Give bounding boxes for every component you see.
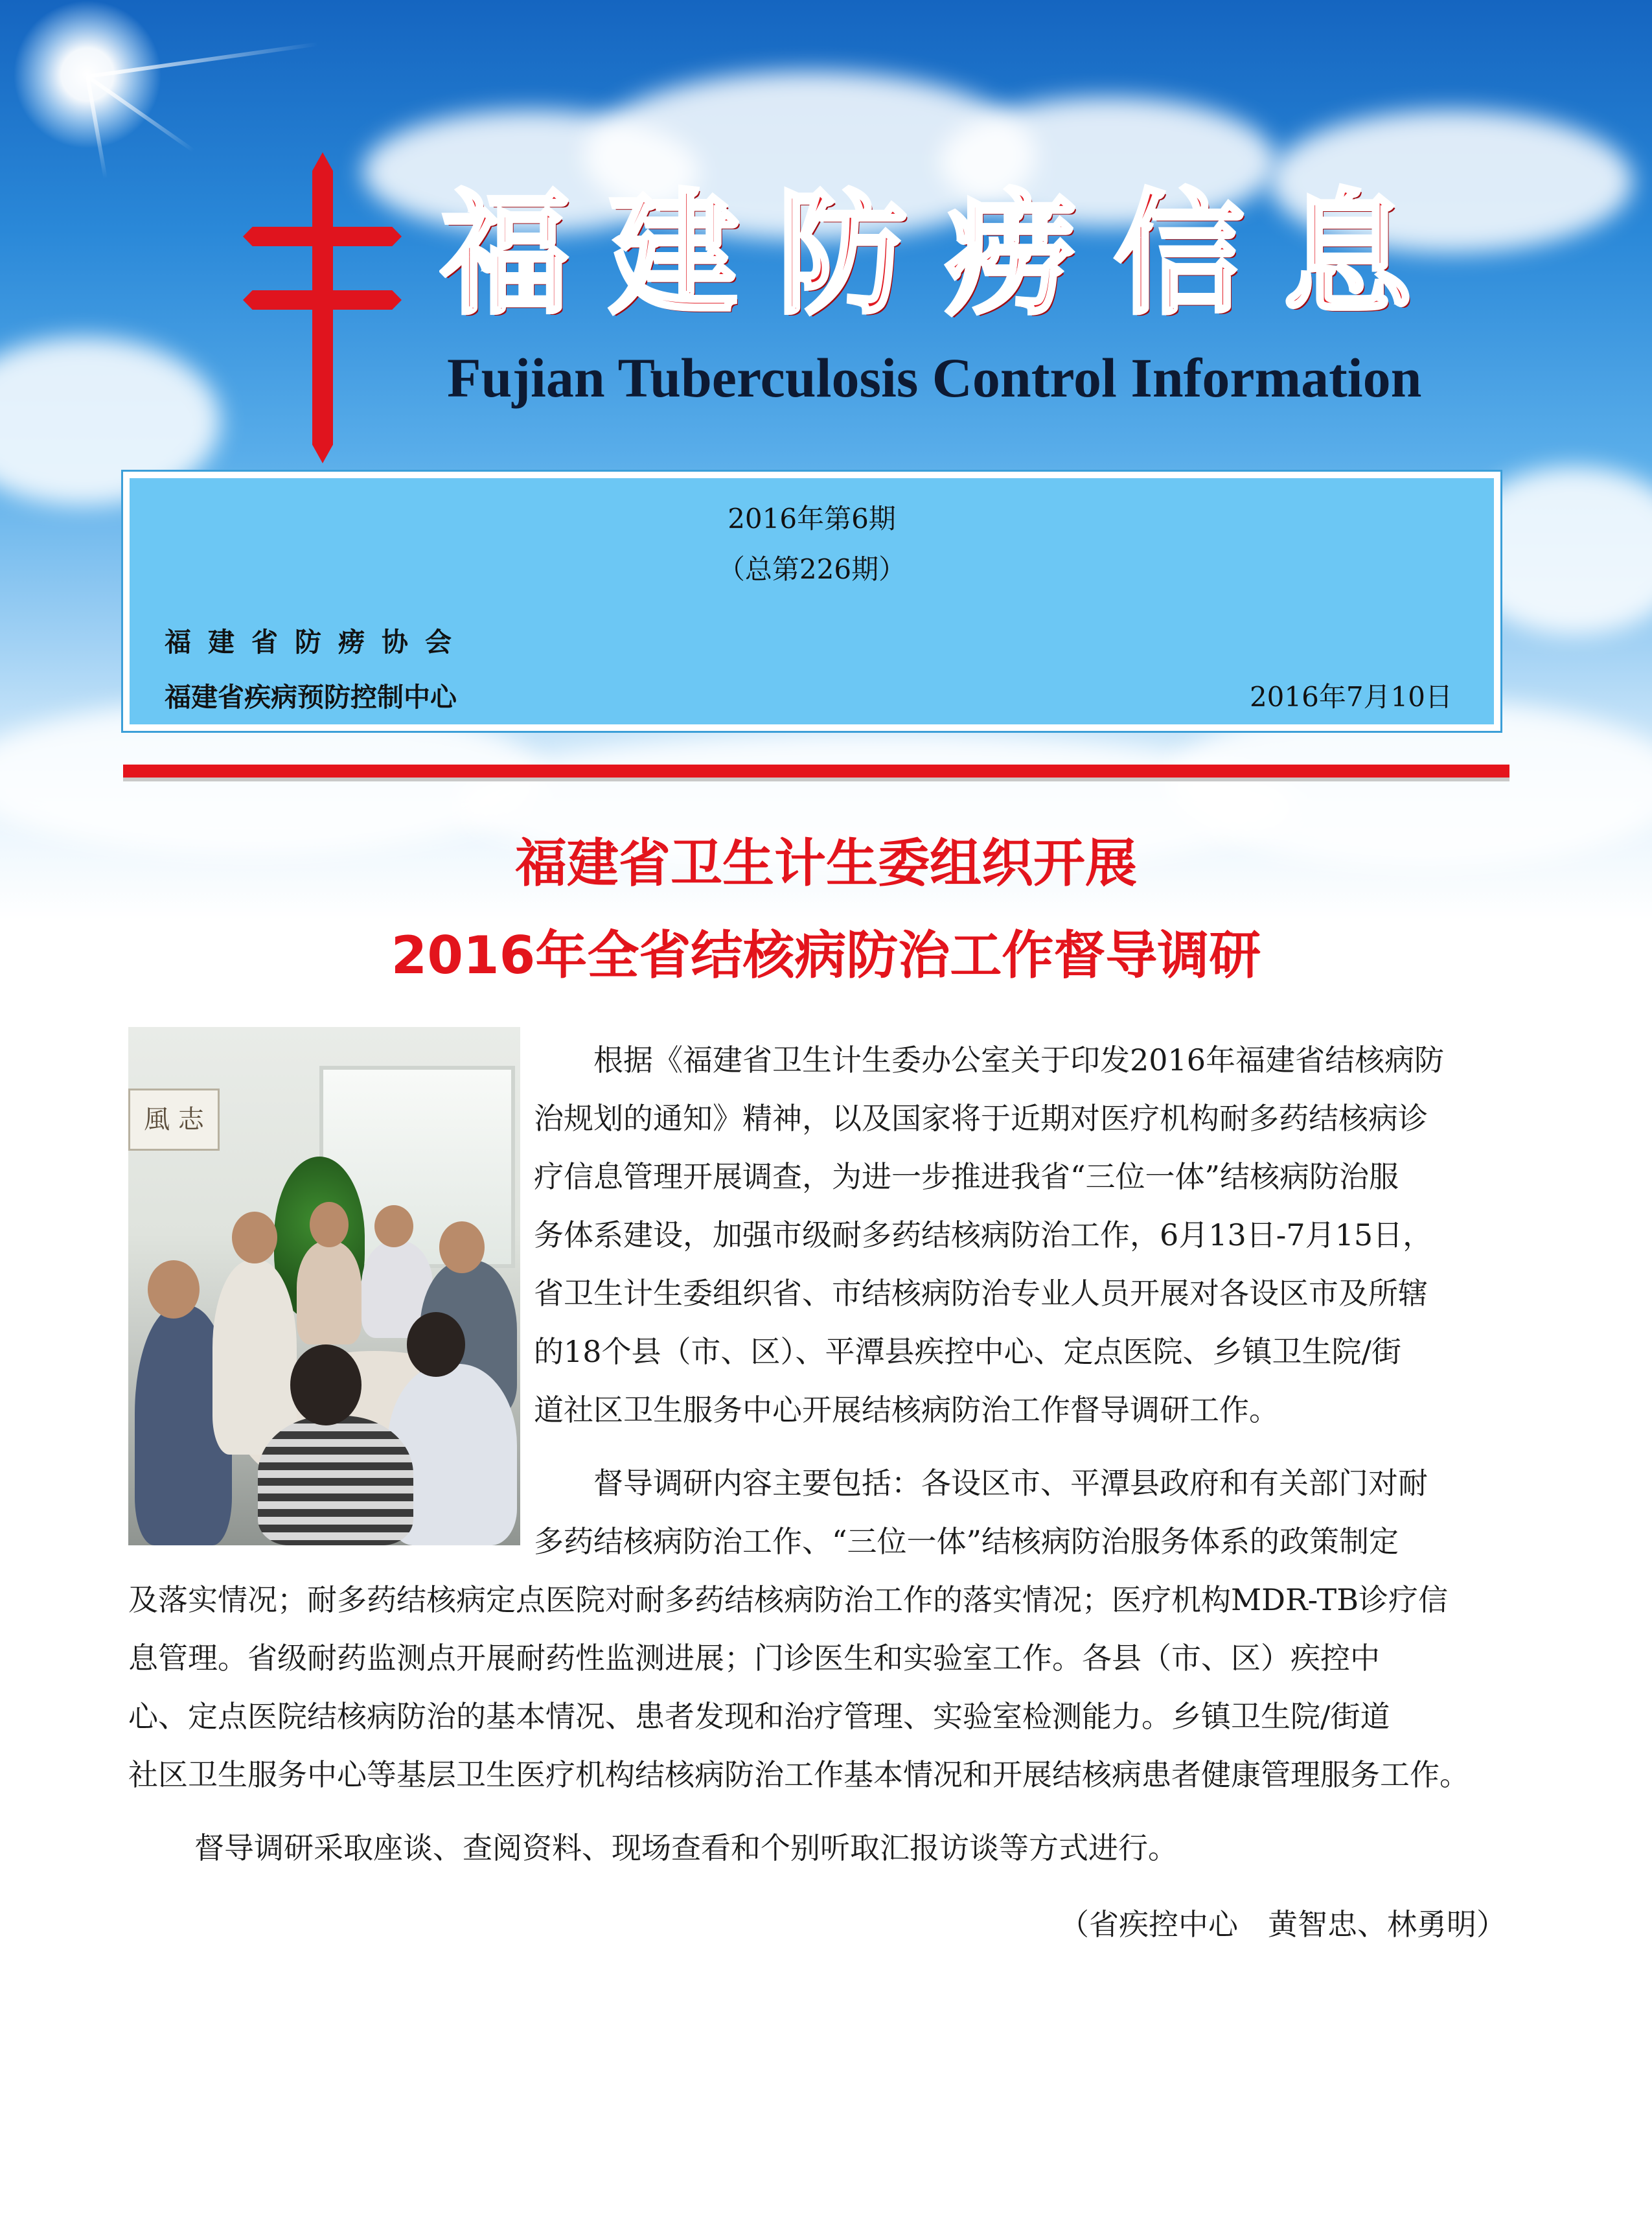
header-divider (123, 765, 1509, 778)
issue-number: 2016年第6期 (728, 503, 896, 535)
article-line: 社区卫生服务中心等基层卫生医疗机构结核病防治工作基本情况和开展结核病患者健康管理服务工作。 (128, 1757, 1469, 1792)
article-line: 督导调研采取座谈、查阅资料、现场查看和个别听取汇报访谈等方式进行。 (194, 1830, 1178, 1865)
publication-date: 2016年7月10日 (1249, 681, 1452, 713)
publisher-association: 福建省防痨协会 (165, 627, 468, 658)
article-line: 道社区卫生服务中心开展结核病防治工作督导调研工作。 (534, 1392, 1279, 1427)
lorraine-cross-icon (243, 290, 402, 310)
article-line: 疗信息管理开展调查，为进一步推进我省“三位一体”结核病防治服 (534, 1159, 1399, 1194)
masthead-title: 福建防痨信息 (441, 177, 1451, 332)
calligraphy-scroll: 風 志 (128, 1089, 220, 1151)
meeting-photo (128, 1027, 520, 1545)
attendee-head (310, 1202, 349, 1247)
attendee-head (148, 1260, 200, 1319)
lorraine-cross-icon (243, 227, 402, 246)
article-headline-line-2: 2016年全省结核病防治工作督导调研 (391, 925, 1261, 986)
article-line: 及落实情况；耐多药结核病定点医院对耐多药结核病防治工作的落实情况；医疗机构MDR-TB诊疗信 (128, 1582, 1449, 1617)
masthead-subtitle: Fujian Tuberculosis Control Information (447, 347, 1422, 409)
attendee (258, 1416, 413, 1545)
article-line: 根据《福建省卫生计生委办公室关于印发2016年福建省结核病防 (593, 1043, 1445, 1078)
article-line: 的18个县（市、区）、平潭县疾控中心、定点医院、乡镇卫生院/街 (534, 1334, 1402, 1369)
article-line: 心、定点医院结核病防治的基本情况、患者发现和治疗管理、实验室检测能力。乡镇卫生院/街道 (128, 1699, 1390, 1734)
article-line: 督导调研内容主要包括：各设区市、平潭县政府和有关部门对耐 (593, 1466, 1428, 1501)
issue-info-box (123, 472, 1500, 731)
header-divider-shadow (123, 778, 1509, 781)
publisher-cdc: 福建省疾病预防控制中心 (165, 682, 457, 713)
issue-total: （总第226期） (717, 553, 906, 585)
attendee-head (290, 1344, 361, 1425)
article-headline-line-1: 福建省卫生计生委组织开展 (515, 833, 1137, 893)
article-line: 省卫生计生委组织省、市结核病防治专业人员开展对各设区市及所辖 (534, 1276, 1428, 1311)
article-line: 多药结核病防治工作、“三位一体”结核病防治服务体系的政策制定 (534, 1524, 1399, 1559)
attendee-head (407, 1312, 465, 1377)
article-line: 治规划的通知》精神，以及国家将于近期对医疗机构耐多药结核病诊 (534, 1101, 1428, 1136)
sky-banner (0, 0, 1652, 920)
attendee (212, 1260, 297, 1455)
article-line: 务体系建设，加强市级耐多药结核病防治工作，6月13日-7月15日， (534, 1217, 1433, 1252)
attendee-head (439, 1221, 485, 1273)
attendee-head (374, 1205, 413, 1247)
attendee-head (232, 1212, 277, 1263)
attendee (297, 1241, 361, 1344)
article-line: 息管理。省级耐药监测点开展耐药性监测进展；门诊医生和实验室工作。各县（市、区）疾控中 (128, 1641, 1380, 1676)
article-signature: （省疾控中心 黄智忠、林勇明） (1059, 1907, 1506, 1942)
